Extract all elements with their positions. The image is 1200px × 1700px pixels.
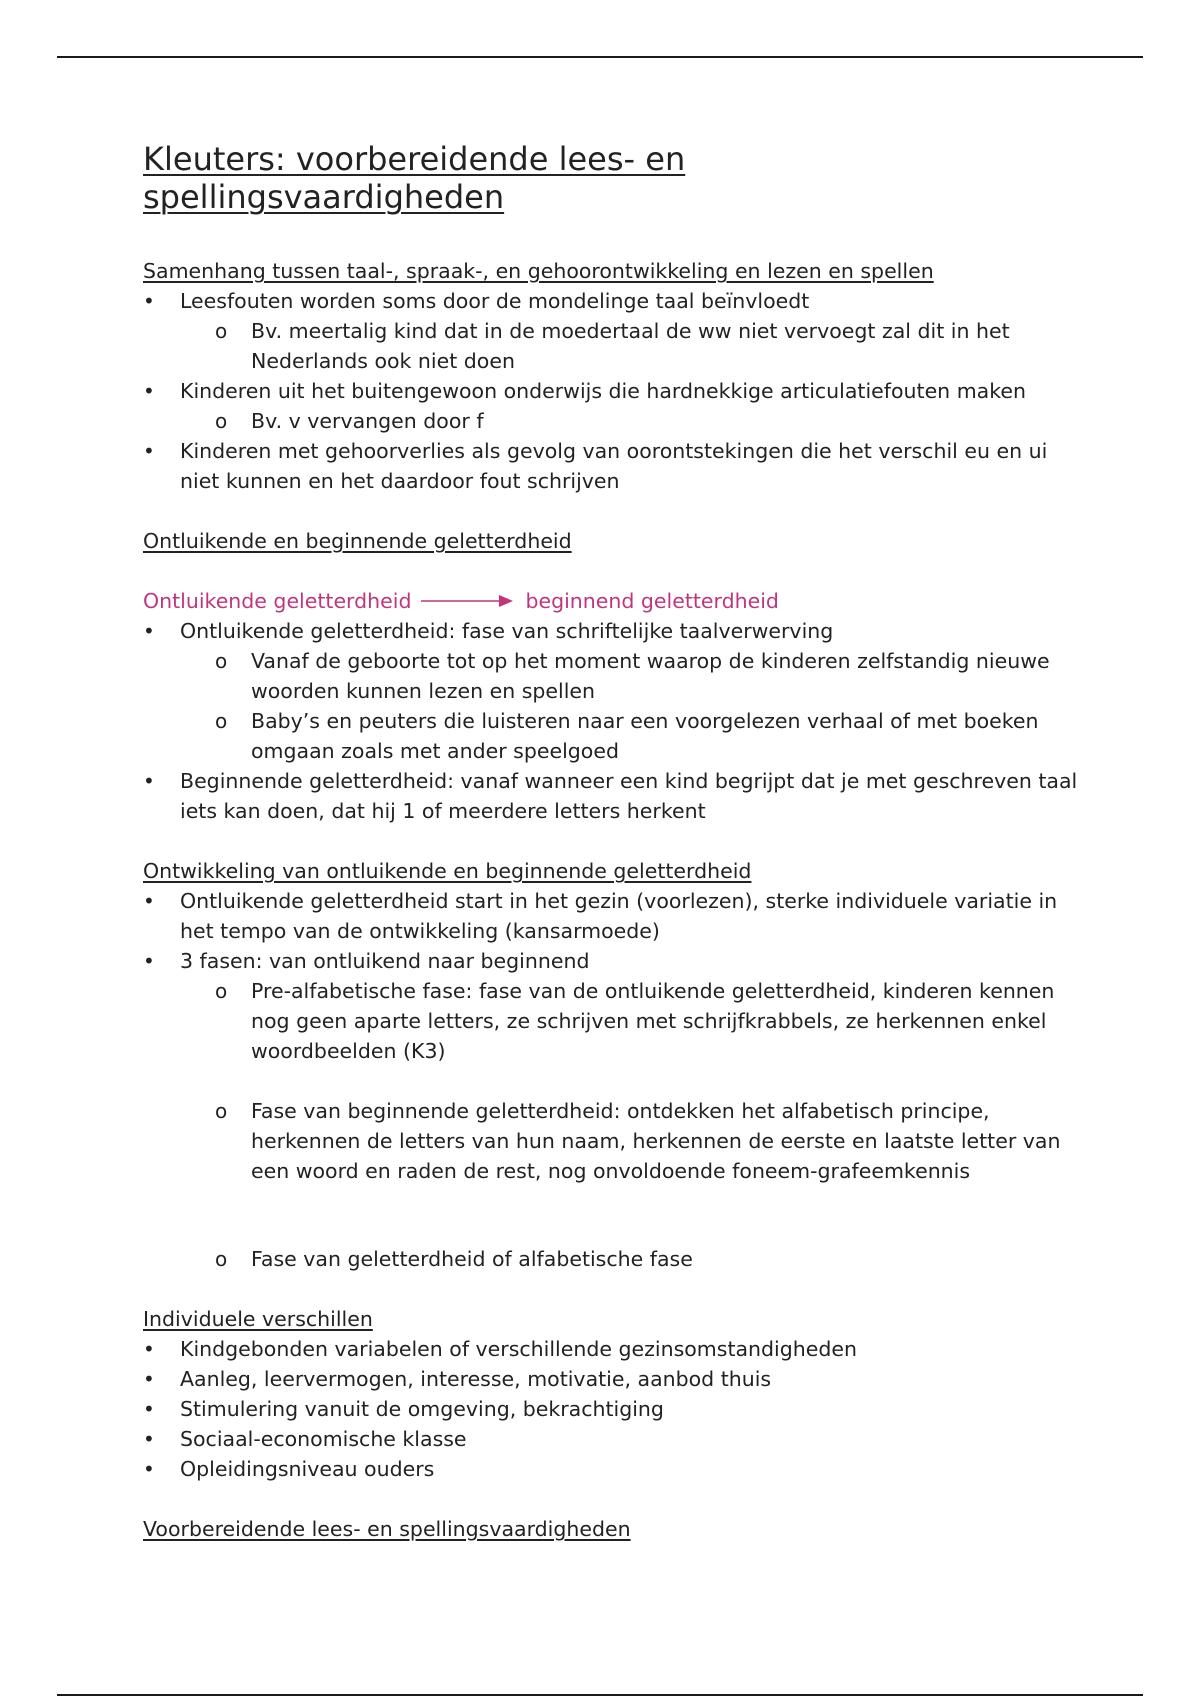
sub-list-item: [215, 316, 1083, 376]
page-title: Kleuters: voorbereidende lees- en spellingsvaardigheden: [143, 140, 686, 216]
section-heading: Ontwikkeling van ontluikende en beginnende geletterdheid: [143, 859, 752, 883]
list-item: [143, 376, 1083, 436]
sub-bullet-icon: o: [215, 409, 228, 433]
sub-list-item-text: Vanaf de geboorte tot op het moment waarop de kinderen zelfstandig nieuwe woorden kunnen lezen en spellen: [251, 649, 1050, 703]
list-item: [143, 286, 1083, 376]
sub-list: [143, 406, 1083, 436]
sub-list: [143, 646, 1083, 766]
sub-list-item-text: Bv. meertalig kind dat in de moedertaal de ww niet vervoegt zal dit in het Nederlands ook niet doen: [251, 319, 1010, 373]
bullet-icon: •: [143, 1397, 155, 1421]
list-item-text: Leesfouten worden soms door de mondelinge taal beïnvloedt: [180, 289, 810, 313]
bullet-list: [143, 886, 1083, 1274]
list-item-text: Kinderen uit het buitengewoon onderwijs die hardnekkige articulatiefouten maken: [180, 379, 1026, 403]
bullet-icon: •: [143, 889, 155, 913]
sub-bullet-icon: o: [215, 649, 228, 673]
sub-bullet-icon: o: [215, 1247, 228, 1271]
section-heading: Voorbereidende lees- en spellingsvaardigheden: [143, 1517, 631, 1541]
list-item: [143, 1454, 1083, 1484]
section-heading: Individuele verschillen: [143, 1307, 373, 1331]
sub-list-item-text: Bv. v vervangen door f: [251, 409, 484, 433]
section-ontluikend: [143, 526, 1083, 826]
right-arrow-icon: [421, 594, 513, 608]
bullet-icon: •: [143, 439, 155, 463]
footer-rule: [57, 1694, 1143, 1696]
bullet-icon: •: [143, 379, 155, 403]
list-item-text: Kinderen met gehoorverlies als gevolg van oorontstekingen die het verschil eu en ui niet kunnen en het daardoor fout schrijven: [180, 439, 1048, 493]
section-individueel: [143, 1304, 1083, 1484]
bullet-icon: •: [143, 1427, 155, 1451]
sub-list-item: [215, 1096, 1083, 1186]
arrow-from-label: Ontluikende geletterdheid: [143, 589, 412, 613]
list-item-text: Ontluikende geletterdheid: fase van schriftelijke taalverwerving: [180, 619, 834, 643]
list-item-text: Aanleg, leervermogen, interesse, motivatie, aanbod thuis: [180, 1367, 772, 1391]
list-item-text: Stimulering vanuit de omgeving, bekrachtiging: [180, 1397, 664, 1421]
sub-list-item-text: Fase van geletterdheid of alfabetische fase: [251, 1247, 693, 1271]
sub-bullet-icon: o: [215, 1099, 228, 1123]
sub-list-item: [215, 406, 1083, 436]
sub-list-item-text: Baby’s en peuters die luisteren naar een voorgelezen verhaal of met boeken omgaan zoals met ander speelgoed: [251, 709, 1039, 763]
list-item: [143, 616, 1083, 766]
bullet-list: [143, 286, 1083, 496]
header-rule: [57, 56, 1143, 58]
section-heading: Ontluikende en beginnende geletterdheid: [143, 529, 572, 553]
list-item-text: Opleidingsniveau ouders: [180, 1457, 435, 1481]
sub-list: [143, 976, 1083, 1274]
bullet-icon: •: [143, 769, 155, 793]
list-item: [143, 766, 1083, 826]
document-body: [143, 140, 1083, 1574]
arrow-to-label: beginnend geletterdheid: [525, 589, 779, 613]
section-ontwikkeling: [143, 856, 1083, 1274]
list-item-text: Beginnende geletterdheid: vanaf wanneer een kind begrijpt dat je met geschreven taal iets kan doen, dat hij 1 of meerdere letters herkent: [180, 769, 1078, 823]
bullet-list: [143, 1334, 1083, 1484]
sub-list-item: [215, 646, 1083, 706]
sub-list-item: [215, 976, 1083, 1066]
arrow-diagram: [143, 586, 1083, 616]
sub-list-item: [215, 706, 1083, 766]
bullet-icon: •: [143, 1337, 155, 1361]
list-item: [143, 436, 1083, 496]
list-item-text: Kindgebonden variabelen of verschillende gezinsomstandigheden: [180, 1337, 857, 1361]
list-item: [143, 1394, 1083, 1424]
bullet-icon: •: [143, 619, 155, 643]
sub-bullet-icon: o: [215, 319, 228, 343]
list-item: [143, 1334, 1083, 1364]
list-item: [143, 946, 1083, 1274]
bullet-icon: •: [143, 1367, 155, 1391]
sub-list-item-text: Fase van beginnende geletterdheid: ontdekken het alfabetisch principe, herkennen de letters van hun naam, herkennen de eerste en laatste letter van een woord en raden de rest, nog onvoldoende foneem-grafeemkennis: [251, 1099, 1061, 1183]
sub-bullet-icon: o: [215, 979, 228, 1003]
list-item-text: 3 fasen: van ontluikend naar beginnend: [180, 949, 590, 973]
list-item: [143, 1424, 1083, 1454]
sub-bullet-icon: o: [215, 709, 228, 733]
list-item: [143, 886, 1083, 946]
section-voorbereidend: [143, 1514, 1083, 1544]
bullet-icon: •: [143, 1457, 155, 1481]
section-samenhang: [143, 256, 1083, 496]
bullet-icon: •: [143, 949, 155, 973]
sub-list-item: [215, 1244, 1083, 1274]
list-item-text: Ontluikende geletterdheid start in het gezin (voorlezen), sterke individuele variatie in het tempo van de ontwikkeling (kansarmoede): [180, 889, 1058, 943]
sub-list-item-text: Pre-alfabetische fase: fase van de ontluikende geletterdheid, kinderen kennen nog geen aparte letters, ze schrijven met schrijfkrabbels, ze herkennen enkel woordbeelden (K3): [251, 979, 1055, 1063]
bullet-icon: •: [143, 289, 155, 313]
section-heading: Samenhang tussen taal-, spraak-, en gehoorontwikkeling en lezen en spellen: [143, 259, 934, 283]
list-item-text: Sociaal-economische klasse: [180, 1427, 467, 1451]
bullet-list: [143, 616, 1083, 826]
list-item: [143, 1364, 1083, 1394]
sub-list: [143, 316, 1083, 376]
